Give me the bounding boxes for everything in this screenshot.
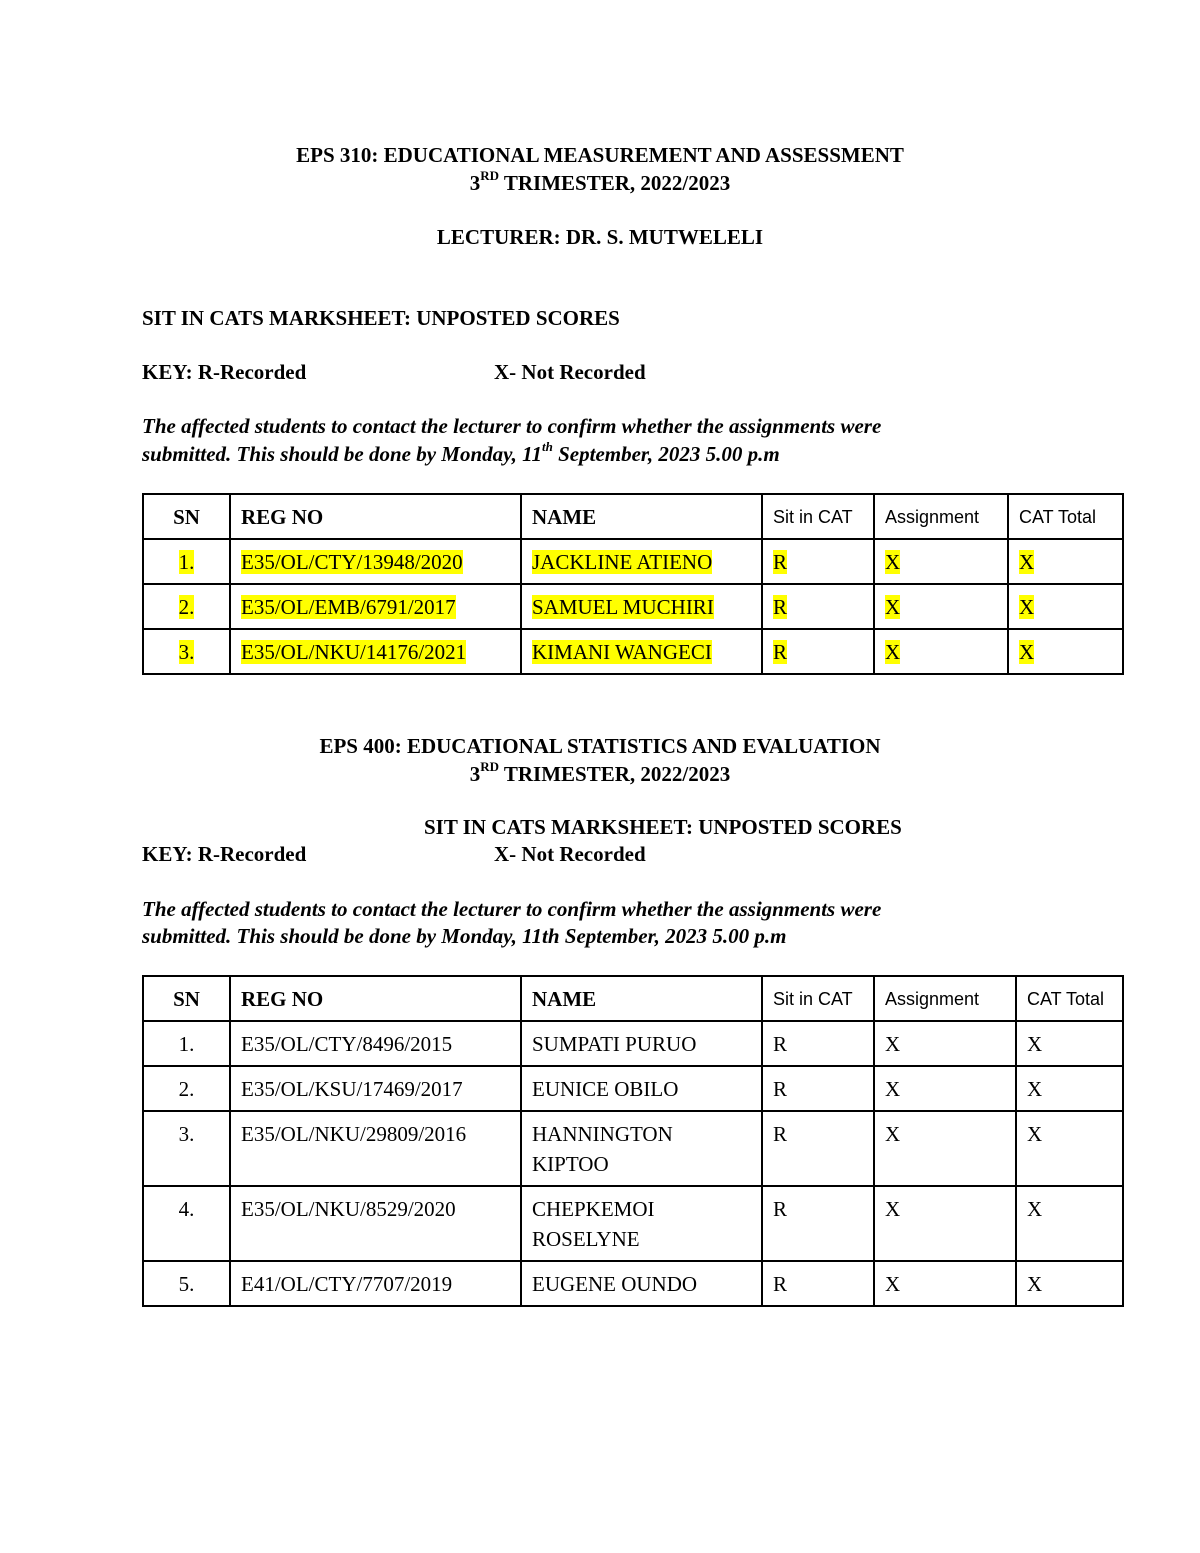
note-line-1: The affected students to contact the lecturer to confirm whether the assignments were: [142, 897, 882, 921]
table-row: [143, 1021, 1123, 1066]
note-deadline-b: September, 2023 5.00 p.m: [552, 442, 780, 466]
table-row: [143, 584, 1123, 629]
header-sn: SN: [143, 976, 230, 1021]
row-assignment: X: [874, 1186, 1016, 1261]
header-assignment: Assignment: [874, 494, 1008, 539]
table-header-row: [143, 494, 1123, 539]
row-name: CHEPKEMOI ROSELYNE: [521, 1186, 762, 1261]
key-not-recorded: X- Not Recorded: [494, 842, 646, 866]
marksheet-heading-2: SIT IN CATS MARKSHEET: UNPOSTED SCORES: [424, 815, 902, 839]
table-header-row: [143, 976, 1123, 1021]
trimester-text: TRIMESTER, 2022/2023: [499, 171, 731, 195]
row-sit-in-cat: R: [762, 1186, 874, 1261]
table-row: [143, 1066, 1123, 1111]
row-assignment: X: [885, 640, 901, 664]
header-reg-no: REG NO: [230, 494, 521, 539]
trimester-suffix: RD: [480, 759, 500, 774]
header-reg-no: REG NO: [230, 976, 521, 1021]
row-name: SUMPATI PURUO: [521, 1021, 762, 1066]
row-cat-total: X: [1016, 1261, 1123, 1306]
row-assignment: X: [874, 1066, 1016, 1111]
key-recorded: KEY: R-Recorded: [142, 360, 307, 384]
row-sn: 3.: [178, 640, 195, 664]
header-sit-in-cat: Sit in CAT: [762, 494, 874, 539]
row-cat-total: X: [1016, 1111, 1123, 1186]
row-reg-no: E35/OL/CTY/8496/2015: [230, 1021, 521, 1066]
marksheet-table-eps310: [142, 493, 1124, 675]
key-not-recorded: X- Not Recorded: [494, 360, 646, 384]
table-row: [143, 1111, 1123, 1186]
row-sn: 1.: [178, 550, 195, 574]
row-sit-in-cat: R: [762, 1261, 874, 1306]
table-row: [143, 629, 1123, 674]
row-name: EUNICE OBILO: [521, 1066, 762, 1111]
course-title-eps400: EPS 400: EDUCATIONAL STATISTICS AND EVALUATION: [319, 734, 881, 758]
trimester-text: TRIMESTER, 2022/2023: [499, 762, 731, 786]
row-name: EUGENE OUNDO: [521, 1261, 762, 1306]
row-sn: 4.: [143, 1186, 230, 1261]
header-name: NAME: [521, 976, 762, 1021]
marksheet-table-eps400: [142, 975, 1124, 1307]
row-reg-no: E35/OL/EMB/6791/2017: [241, 595, 456, 619]
note-deadline-a: submitted. This should be done by Monday, 11: [142, 442, 543, 466]
row-sn: 1.: [143, 1021, 230, 1066]
row-assignment: X: [885, 550, 901, 574]
row-reg-no: E35/OL/KSU/17469/2017: [230, 1066, 521, 1111]
note-line-1: The affected students to contact the lecturer to confirm whether the assignments were: [142, 414, 882, 438]
trimester-heading-1: [0, 169, 1200, 197]
table-row: [143, 1261, 1123, 1306]
table-row: [143, 539, 1123, 584]
row-sn: 5.: [143, 1261, 230, 1306]
row-cat-total: X: [1019, 550, 1035, 574]
row-cat-total: X: [1016, 1186, 1123, 1261]
row-sit-in-cat: R: [762, 1021, 874, 1066]
row-sit-in-cat: R: [762, 1111, 874, 1186]
note-date-suffix: th: [542, 439, 553, 454]
note-line-2: submitted. This should be done by Monday, 11th September, 2023 5.00 p.m: [142, 924, 787, 948]
trimester-number: 3: [469, 762, 481, 786]
header-sit-in-cat: Sit in CAT: [762, 976, 874, 1021]
header-cat-total: CAT Total: [1008, 494, 1123, 539]
header-name: NAME: [521, 494, 762, 539]
table-row: [143, 1186, 1123, 1261]
row-assignment: X: [874, 1021, 1016, 1066]
row-reg-no: E35/OL/NKU/29809/2016: [230, 1111, 521, 1186]
key-recorded: KEY: R-Recorded: [142, 842, 307, 866]
course-title-eps310: EPS 310: EDUCATIONAL MEASUREMENT AND ASSESSMENT: [296, 143, 904, 167]
row-name: SAMUEL MUCHIRI: [532, 595, 714, 619]
row-cat-total: X: [1019, 595, 1035, 619]
trimester-suffix: RD: [480, 168, 500, 183]
row-sn: 2.: [143, 1066, 230, 1111]
row-sit-in-cat: R: [773, 550, 788, 574]
row-assignment: X: [874, 1261, 1016, 1306]
lecturer-line: LECTURER: DR. S. MUTWELELI: [436, 225, 764, 249]
row-name: JACKLINE ATIENO: [532, 550, 713, 574]
row-sit-in-cat: R: [773, 595, 788, 619]
row-name: HANNINGTON KIPTOO: [521, 1111, 762, 1186]
header-cat-total: CAT Total: [1016, 976, 1123, 1021]
row-name: KIMANI WANGECI: [532, 640, 712, 664]
row-cat-total: X: [1016, 1021, 1123, 1066]
row-reg-no: E41/OL/CTY/7707/2019: [230, 1261, 521, 1306]
row-assignment: X: [885, 595, 901, 619]
header-assignment: Assignment: [874, 976, 1016, 1021]
row-sit-in-cat: R: [762, 1066, 874, 1111]
row-sn: 3.: [143, 1111, 230, 1186]
row-assignment: X: [874, 1111, 1016, 1186]
header-sn: SN: [143, 494, 230, 539]
row-cat-total: X: [1019, 640, 1035, 664]
note-line-2: [142, 440, 780, 468]
trimester-heading-2: [0, 760, 1200, 788]
row-sn: 2.: [178, 595, 195, 619]
row-cat-total: X: [1016, 1066, 1123, 1111]
row-reg-no: E35/OL/NKU/14176/2021: [241, 640, 467, 664]
marksheet-heading-1: SIT IN CATS MARKSHEET: UNPOSTED SCORES: [142, 306, 620, 330]
row-reg-no: E35/OL/NKU/8529/2020: [230, 1186, 521, 1261]
row-reg-no: E35/OL/CTY/13948/2020: [241, 550, 463, 574]
row-sit-in-cat: R: [773, 640, 788, 664]
trimester-number: 3: [469, 171, 481, 195]
